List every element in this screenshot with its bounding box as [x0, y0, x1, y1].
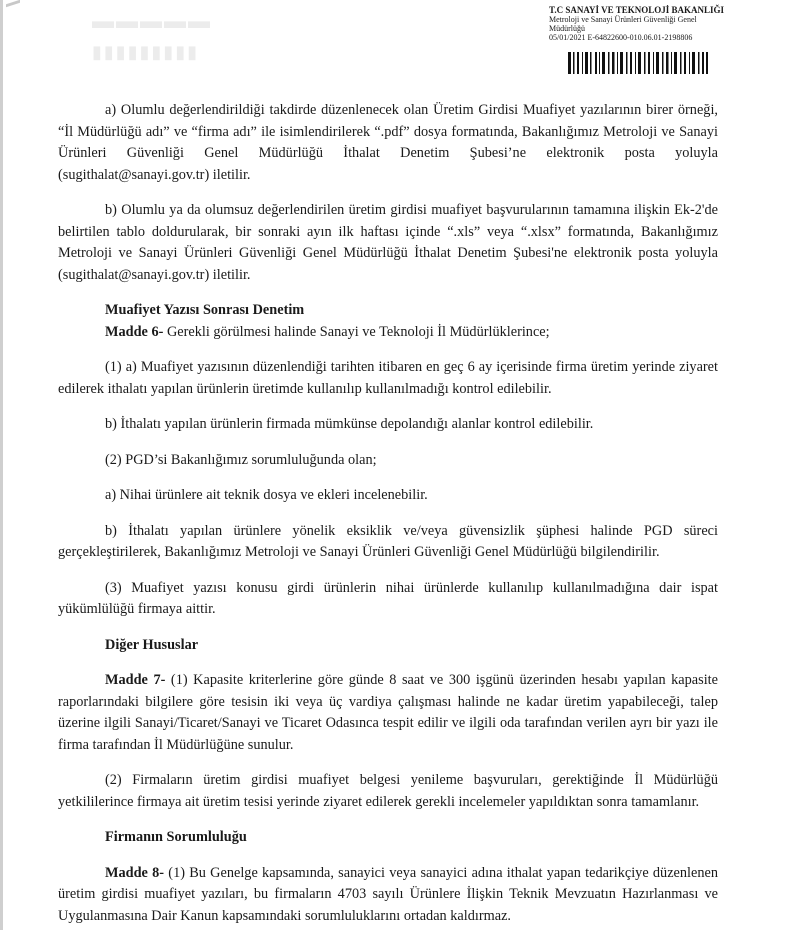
scan-edge — [0, 0, 3, 930]
article-6-clause-2a: a) Nihai ürünlere ait teknik dosya ve ekleri incelenebilir. — [105, 487, 428, 503]
article-8-clause-1 — [58, 863, 718, 928]
barcode — [568, 52, 708, 74]
article-6-clause-2b: b) İthalatı yapılan ürünlere yönelik eksiklik ve/veya güvensizlik şüphesi halinde PGD süreci gerçekleştirilerek, Bakanlığımız Metroloji ve Sanayi Ürünleri Güvenliği Genel Müdürlüğü bilgilendirilir. — [58, 522, 718, 560]
article-6-text: Gerekli görülmesi halinde Sanayi ve Teknoloji İl Müdürlüklerince; — [163, 323, 550, 340]
article-8-label: Madde 8- — [105, 864, 165, 881]
bleed-through-mark: ▮▮▮▮▮▮▮▮▮ — [92, 42, 200, 62]
paragraph-a: a) Olumlu değerlendirildiği takdirde düzenlenecek olan Üretim Girdisi Muafiyet yazılarının birer örneği, “İl Müdürlüğü adı” ve “firma adı” ile isimlendirilerek “.pdf” dosya formatında, Bakanlığımız Metroloji ve Sanayi Ürünleri Güvenliği Genel Müdürlüğü İthalat Denetim Şubesi’ne elektronik posta yoluyla (sugithalat@sanayi.gov.tr) iletilir. — [58, 102, 718, 183]
paragraph-b: b) Olumlu ya da olumsuz değerlendirilen üretim girdisi muafiyet başvurularının tamamına ilişkin Ek-2'de belirtilen tablo doldurularak, bir sonraki ayın ilk haftası içinde “.xls” veya “.xlsx” formatında, Bakanlığımız Metroloji ve Sanayi Ürünleri Güvenliği Genel Müdürlüğü İthalat Denetim Şubesi'ne elektronik posta yoluyla (sugithalat@sanayi.gov.tr) iletilir. — [58, 202, 718, 283]
heading-company-responsibility: Firmanın Sorumluluğu — [105, 829, 247, 845]
article-7-text: (1) Kapasite kriterlerine göre günde 8 saat ve 300 işgünü üzerinden hesabı yapılan kapasite raporlarındaki bilgilere göre tesisin iki veya üç vardiya çalışması halinde ne kadar üretim yapabileceği, talep üzerine ilgili Sanayi/Ticaret/Sanayi ve Ticaret Odasınca tespit edilir ve ilgili oda tarafından verilen ayrı bir yazı ile firma tarafından İl Müdürlüğüne sunulur. — [58, 672, 719, 753]
article-7-label: Madde 7- — [105, 672, 166, 688]
article-7-clause-2: (2) Firmaların üretim girdisi muafiyet belgesi yenileme başvuruları, gerektiğinde İl Müdürlüğü yetkililerince firmaya ait üretim tesisi yerinde ziyaret edilerek gerekli incelemeler yapıldıktan sonra tamamlanır. — [58, 772, 718, 810]
scan-corner-mark — [6, 0, 20, 17]
heading-other-matters: Diğer Hususlar — [105, 636, 199, 653]
article-6-label: Madde 6- — [105, 323, 164, 340]
bleed-through-mark: ▬▬▬▬▬ — [92, 8, 212, 33]
document-number: 05/01/2021 E-64822600-010.06.01-2198806 — [549, 33, 693, 42]
heading-post-exemption-inspection: Muafiyet Yazısı Sonrası Denetim — [105, 302, 305, 318]
article-6-clause-1b: b) İthalatı yapılan ürünlerin firmada mümkünse depolandığı alanlar kontrol edilebilir. — [105, 416, 594, 432]
article-6-clause-1a: (1) a) Muafiyet yazısının düzenlendiği tarihten itibaren en geç 6 ay içerisinde firma üretim yerinde ziyaret edilerek ithalatı yapılan ürünlerin üretimde kullanılıp kullanılmadığı kontrol edilebilir. — [58, 359, 718, 397]
institution-name: T.C SANAYİ VE TEKNOLOJİ BAKANLIĞI — [549, 5, 724, 15]
article-6-intro — [58, 322, 718, 344]
article-8-text: (1) Bu Genelge kapsamında, sanayici veya sanayici adına ithalat yapan tedarikçiye düzenlenen üretim girdisi muafiyet yazıları, bu firmaların 4703 sayılı Ürünlere İlişkin Teknik Mevzuatın Hazırlanması ve Uygulanmasına Dair Kanun kapsamındaki sorumluluklarını ortadan kaldırmaz. — [58, 864, 719, 924]
article-7-clause-1 — [58, 670, 718, 756]
article-6-clause-3: (3) Muafiyet yazısı konusu girdi ürünlerin nihai ürünlerde kullanılıp kullanılmadığına dair ispat yükümlülüğü firmaya aittir. — [58, 579, 718, 617]
document-header — [549, 6, 724, 42]
directorate-name-line2: Müdürlüğü — [549, 24, 585, 33]
article-6-clause-2: (2) PGD’si Bakanlığımız sorumluluğunda olan; — [105, 451, 377, 468]
document-body — [58, 100, 718, 941]
directorate-name-line1: Metroloji ve Sanayi Ürünleri Güvenliği Genel — [549, 15, 697, 24]
